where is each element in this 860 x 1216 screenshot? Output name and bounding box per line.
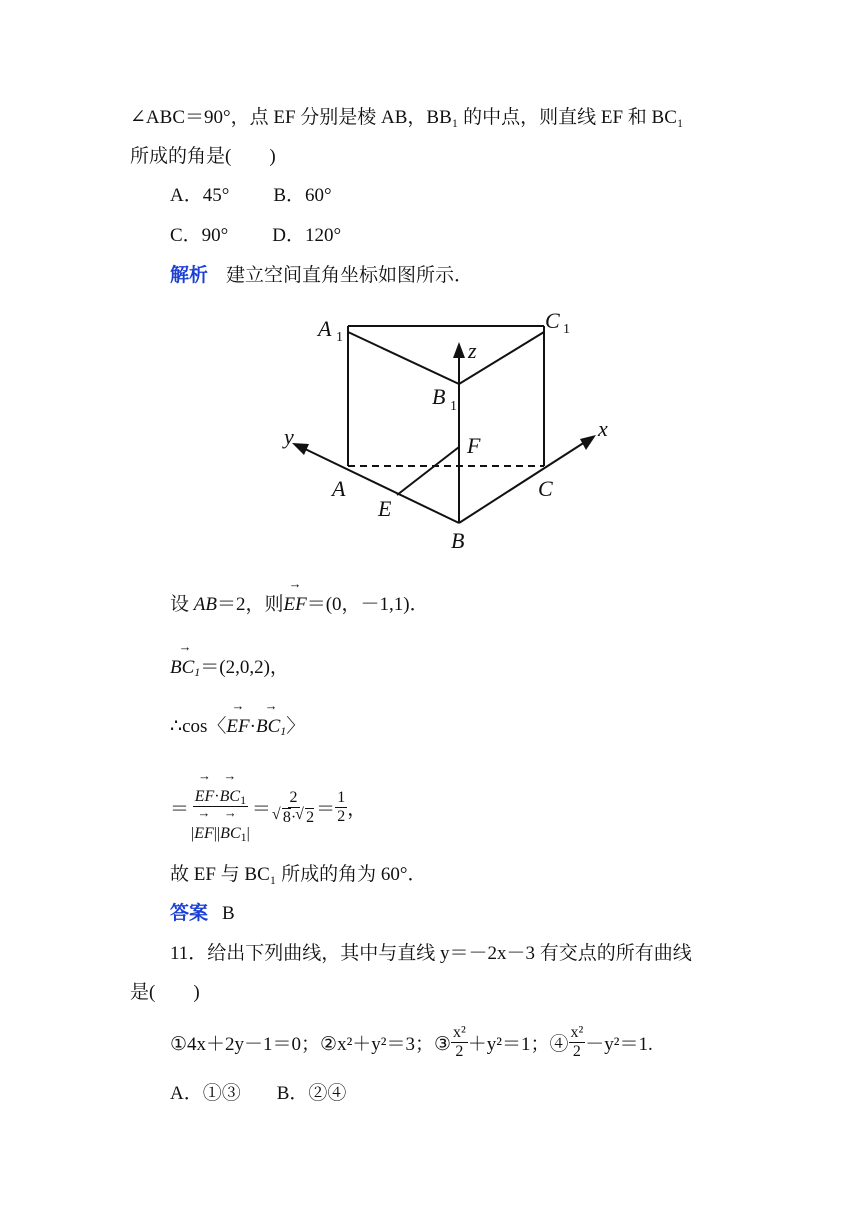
solution-label: 解析 <box>170 265 209 286</box>
problem11-option-b: B．②④ <box>276 1083 347 1104</box>
label-y: y <box>284 424 294 449</box>
step4-equals: ＝ <box>170 799 190 820</box>
solution-step4: ＝ → $\frac{EF\cdot\to BC_1}{|\to EF||\to BC_1|}$ ＝ 2 √ 8·√ 2 ＝ $\frac{1}{2}$ ， <box>170 772 366 843</box>
step1-prefix: 设 <box>170 594 194 615</box>
problem10-line2: 所成的角是( ) <box>130 146 276 167</box>
step1-suffix: ＝(0，－1,1)． <box>306 594 429 615</box>
step3-suffix: 〉 <box>286 716 306 737</box>
problem10-options-cd <box>170 224 341 248</box>
curve3-rest: ＋y²＝1；④ <box>467 1034 569 1055</box>
step2-bc: BC <box>170 657 195 678</box>
problem11-options <box>170 1082 346 1106</box>
prism-coordinate-figure <box>270 300 610 560</box>
den-ef: → EF <box>194 825 214 843</box>
problem11-line2: 是( ) <box>130 982 200 1003</box>
step3-vector-ef: → EF <box>226 715 249 739</box>
label-b1-sub: 1 <box>450 399 457 414</box>
sqrt-8: √ 8 <box>282 808 291 827</box>
value-fraction <box>271 789 316 827</box>
den-bc: → BC <box>220 825 240 843</box>
result-denominator: 2 <box>337 808 346 825</box>
solution-step3 <box>170 715 305 739</box>
curve3-denominator: 2 <box>455 1043 464 1060</box>
step4-end: ， <box>347 799 367 820</box>
solution-step2 <box>170 656 289 680</box>
label-a: A <box>332 476 346 501</box>
option-b: B．60° <box>273 185 332 206</box>
option-d: D．120° <box>272 225 342 246</box>
label-c1-sub: 1 <box>563 322 570 337</box>
curve3-numerator: x² <box>453 1024 466 1041</box>
answer-value: B <box>222 903 235 924</box>
label-c1: C <box>545 308 560 333</box>
vector-ef: → EF <box>284 593 307 617</box>
result-numerator: 1 <box>337 789 346 806</box>
solution-intro: 建立空间直角坐标如图所示． <box>226 265 474 286</box>
label-b1: B <box>432 384 446 409</box>
curve4-numerator: x² <box>570 1024 584 1041</box>
step1-ab: AB <box>193 594 217 615</box>
cos-denominator: |→ $EF||\to BC_1|$ <box>189 807 252 843</box>
option-a: A．45° <box>170 185 230 206</box>
value-denominator: √ 8·√ 2 <box>271 808 316 827</box>
step3-bc: BC <box>255 716 281 737</box>
answer-line <box>170 902 235 926</box>
num-bc: → BC <box>220 788 240 806</box>
result-fraction <box>335 789 347 826</box>
problem11-option-a: A．①③ <box>170 1083 241 1104</box>
curve3-fraction <box>451 1024 468 1061</box>
label-b: B <box>451 528 465 553</box>
curve4-denominator: 2 <box>572 1043 581 1060</box>
vector-bc1 <box>170 656 200 680</box>
problem11-line1: 11．给出下列曲线，其中与直线 y＝－2x－3 有交点的所有曲线 <box>170 943 692 964</box>
problem10-options-ab <box>170 184 332 208</box>
problem11-curves <box>170 1024 653 1061</box>
y-axis-arrow <box>292 443 309 455</box>
curves-1-2: ①4x＋2y－1＝0；②x²＋y²＝3；③ <box>170 1034 451 1055</box>
label-a1: A <box>318 316 332 341</box>
label-x: x <box>598 416 608 441</box>
step3-dot: · <box>249 716 256 737</box>
label-c: C <box>538 476 553 501</box>
step2-suffix: ＝(2,0,2)， <box>200 657 289 678</box>
step2-sub: 1 <box>194 665 201 679</box>
z-axis-arrow <box>453 342 465 358</box>
label-a1-sub: 1 <box>336 330 343 345</box>
value-numerator: 2 <box>289 788 298 806</box>
num-ef: → EF <box>195 788 215 806</box>
label-f: F <box>467 433 481 458</box>
problem10-line1: ∠ABC＝90°，点 EF 分别是棱 AB，BB₁ 的中点，则直线 EF 和 BC₁ <box>130 107 684 128</box>
segment-ef <box>397 447 459 495</box>
cos-numerator: → $EF\cdot\to BC_1$ <box>193 774 248 807</box>
option-c: C．90° <box>170 225 229 246</box>
edge-a1b1 <box>348 332 459 384</box>
solution-step1 <box>170 593 429 617</box>
x-axis-arrow <box>580 435 596 450</box>
sqrt-2: √ 2 <box>305 808 314 827</box>
step3-sub: 1 <box>280 724 287 738</box>
step1-mid: ＝2，则 <box>216 594 284 615</box>
step3-vector-bc1 <box>256 715 286 739</box>
label-e: E <box>378 496 392 521</box>
curve4-fraction <box>569 1024 586 1061</box>
cos-fraction <box>189 774 252 843</box>
curve4-rest: －y²＝1. <box>585 1034 653 1055</box>
answer-label: 答案 <box>170 903 209 924</box>
step3-prefix: ∴cos〈 <box>170 716 227 737</box>
solution-conclusion: 故 EF 与 BC₁ 所成的角为 60°． <box>170 864 427 885</box>
solution-intro-line <box>170 264 473 288</box>
label-z: z <box>468 338 477 363</box>
